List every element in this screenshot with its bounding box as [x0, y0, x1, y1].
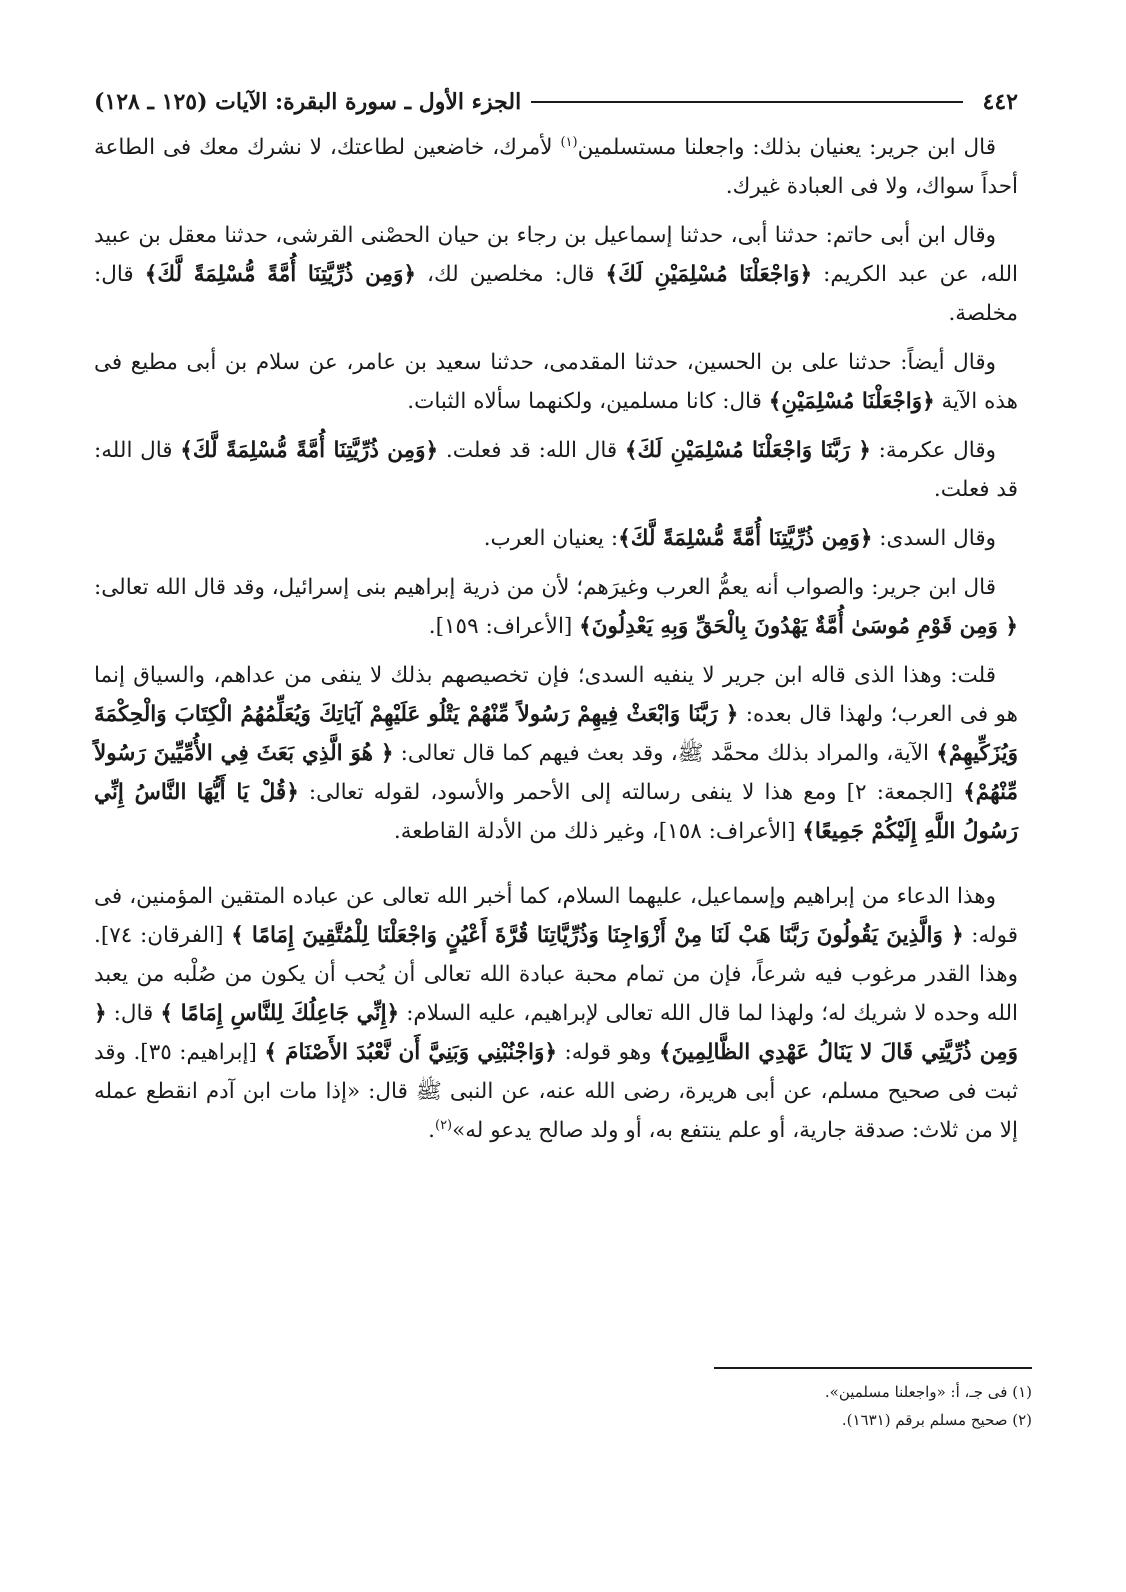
quran-quote: ﴿وَمِن ذُرِّيَّتِنَا أُمَّةً مُّسْلِمَةً لَّكَ﴾ — [618, 526, 873, 551]
text-run: [الأعراف: ١٥٨]، وغير ذلك من الأدلة القاطعة. — [393, 819, 803, 844]
quran-quote: ﴿ رَبَّنَا وَابْعَثْ فِيهِمْ رَسُولاً مِّنْهُمْ يَتْلُو عَلَيْهِمْ آيَاتِكَ وَيُعَلِّمُهُمُ الْكِتَابَ وَالْحِكْمَةَ وَيُزَكِّيهِمْ﴾ — [94, 702, 1018, 766]
page-header — [94, 84, 1018, 120]
quran-quote: ﴿ وَالَّذِينَ يَقُولُونَ رَبَّنَا هَبْ لَنَا مِنْ أَزْوَاجِنَا وَذُرِّيَّاتِنَا قُرَّةَ أَعْيُنٍ وَاجْعَلْنَا لِلْمُتَّقِينَ إِمَامًا ﴾ — [231, 923, 964, 948]
text-run: وقال عكرمة: — [870, 438, 997, 463]
text-run: وهذا الدعاء من إبراهيم وإسماعيل، عليهما السلام، كما أخبر الله تعالى عن عباده المتقين المؤمنين، فى قوله: — [94, 884, 1018, 948]
paragraph — [94, 877, 1018, 1150]
footnote-rule — [714, 1367, 1032, 1369]
text-run: وقال أيضاً: حدثنا على بن الحسين، حدثنا المقدمى، حدثنا سعيد بن عامر، عن سلام بن أبى مطيع فى هذه الآية — [94, 350, 1018, 414]
text-run: قال ابن جرير: يعنيان بذلك: واجعلنا مستسلمين — [577, 135, 996, 160]
footnote-ref: (٢) — [434, 1117, 453, 1133]
text-run: وقال ابن أبى حاتم: حدثنا أبى، حدثنا إسماعيل بن رجاء بن حيان الحصْنى القرشى، حدثنا معقل بن عبيد الله، عن عبد الكريم: — [94, 223, 1019, 287]
footnote-2: (٢) صحيح مسلم برقم (١٦٣١). — [841, 1411, 1032, 1429]
quran-quote: ﴿ هُوَ الَّذِي بَعَثَ فِي الأُمِّيِّينَ رَسُولاً مِّنْهُمْ﴾ — [94, 741, 1019, 805]
text-run: لأمرك، خاضعين لطاعتك، لا نشرك معك فى الطاعة أحداً سواك، ولا فى العبادة غيرك. — [94, 135, 1018, 199]
quran-quote: ﴿قُلْ يَا أَيُّهَا النَّاسُ إِنِّي رَسُولُ اللَّهِ إِلَيْكُمْ جَمِيعًا﴾ — [94, 780, 1018, 844]
quran-quote: ﴿وَاجْعَلْنَا مُسْلِمَيْنِ﴾ — [768, 389, 935, 414]
main-text — [94, 128, 1018, 1150]
text-run: . — [428, 1118, 435, 1143]
text-run: وهو قوله: — [556, 1040, 660, 1065]
text-run: قال: — [106, 1001, 161, 1026]
text-run: قلت: وهذا الذى قاله ابن جرير لا ينفيه السدى؛ فإن تخصيصهم بذلك لا ينفى من عداهم، والسياق إنما هو فى العرب؛ ولهذا قال بعده: — [94, 663, 1018, 727]
paragraph — [94, 656, 1018, 851]
paragraph — [94, 128, 1018, 206]
paragraph — [94, 343, 1018, 421]
quran-quote: ﴿ وَمِن ذُرِّيَّتِي قَالَ لا يَنَالُ عَهْدِي الظَّالِمِينَ﴾ — [94, 1001, 1018, 1065]
quran-quote: ﴿وَمِن ذُرِّيَّتِنَا أُمَّةً مُّسْلِمَةً لَّكَ﴾ — [144, 262, 416, 287]
text-run: الآية، والمراد بذلك محمَّد ﷺ، وقد بعث فيهم كما قال تعالى: — [393, 741, 937, 766]
text-run: قال: مخلصين لك، — [415, 262, 606, 287]
text-run: قال ابن جرير: والصواب أنه يعمُّ العرب وغيرَهم؛ لأن من ذرية إبراهيم بنى إسرائيل، وقد قال الله تعالى: — [94, 575, 996, 600]
footnotes — [432, 1378, 1032, 1434]
quran-quote: ﴿ رَبَّنَا وَاجْعَلْنَا مُسْلِمَيْنِ لَكَ﴾ — [624, 438, 871, 463]
book-page — [94, 84, 1018, 1160]
header-rule — [531, 101, 962, 103]
paragraph — [94, 431, 1018, 509]
paragraph — [94, 216, 1018, 333]
text-run: [الجمعة: ٢] ومع هذا لا ينفى رسالته إلى الأحمر والأسود، لقوله تعالى: — [298, 780, 964, 805]
running-title: الجزء الأول ـ سورة البقرة: الآيات (١٢٥ ـ ١٢٨) — [94, 89, 522, 115]
text-run: قال: كانا مسلمين، ولكنهما سألاه الثبات. — [407, 389, 769, 414]
text-run: [الفرقان: ٧٤]. وهذا القدر مرغوب فيه شرعاً، فإن من تمام محبة عبادة الله تعالى أن يُحب أن يكون من صُلْبه من يعبد الله وحده لا شريك له؛ ولهذا لما قال الله تعالى لإبراهيم، عليه السلام: — [94, 923, 1018, 1026]
text-run: وقال السدى: — [872, 526, 996, 551]
footnote-ref: (١) — [560, 134, 578, 150]
quran-quote: ﴿وَمِن ذُرِّيَّتِنَا أُمَّةً مُّسْلِمَةً لَّكَ﴾ — [180, 438, 439, 463]
text-run: قال الله: قد فعلت. — [438, 438, 625, 463]
text-run: قال: مخلصة. — [94, 262, 1018, 326]
footnote-1: (١) فى جـ، أ: «واجعلنا مسلمين». — [824, 1383, 1032, 1401]
paragraph — [94, 519, 1018, 558]
quran-quote: ﴿وَاجْنُبْنِي وَبَنِيَّ أَن نَّعْبُدَ الأَصْنَامَ ﴾ — [264, 1040, 557, 1065]
quran-quote: ﴿وَاجْعَلْنَا مُسْلِمَيْنِ لَكَ﴾ — [605, 262, 813, 287]
page-number: ٤٤٢ — [982, 89, 1018, 115]
quran-quote: ﴿ وَمِن قَوْمِ مُوسَىٰ أُمَّةٌ يَهْدُونَ بِالْحَقِّ وَبِهِ يَعْدِلُونَ﴾ — [579, 614, 1018, 639]
text-run: [الأعراف: ١٥٩]. — [428, 614, 580, 639]
text-run: قال الله: قد فعلت. — [94, 438, 1018, 502]
quran-quote: ﴿إِنِّي جَاعِلُكَ لِلنَّاسِ إِمَامًا ﴾ — [160, 1001, 400, 1026]
paragraph — [94, 568, 1018, 646]
text-run: : يعنيان العرب. — [483, 526, 619, 551]
text-run: [إبراهيم: ٣٥]. وقد ثبت فى صحيح مسلم، عن أبى هريرة، رضى الله عنه، عن النبى ﷺ قال: «إذا مات ابن آدم انقطع عمله إلا من ثلاث: صدقة جارية، أو علم ينتفع به، أو ولد صالح يدعو له» — [94, 1040, 1018, 1143]
